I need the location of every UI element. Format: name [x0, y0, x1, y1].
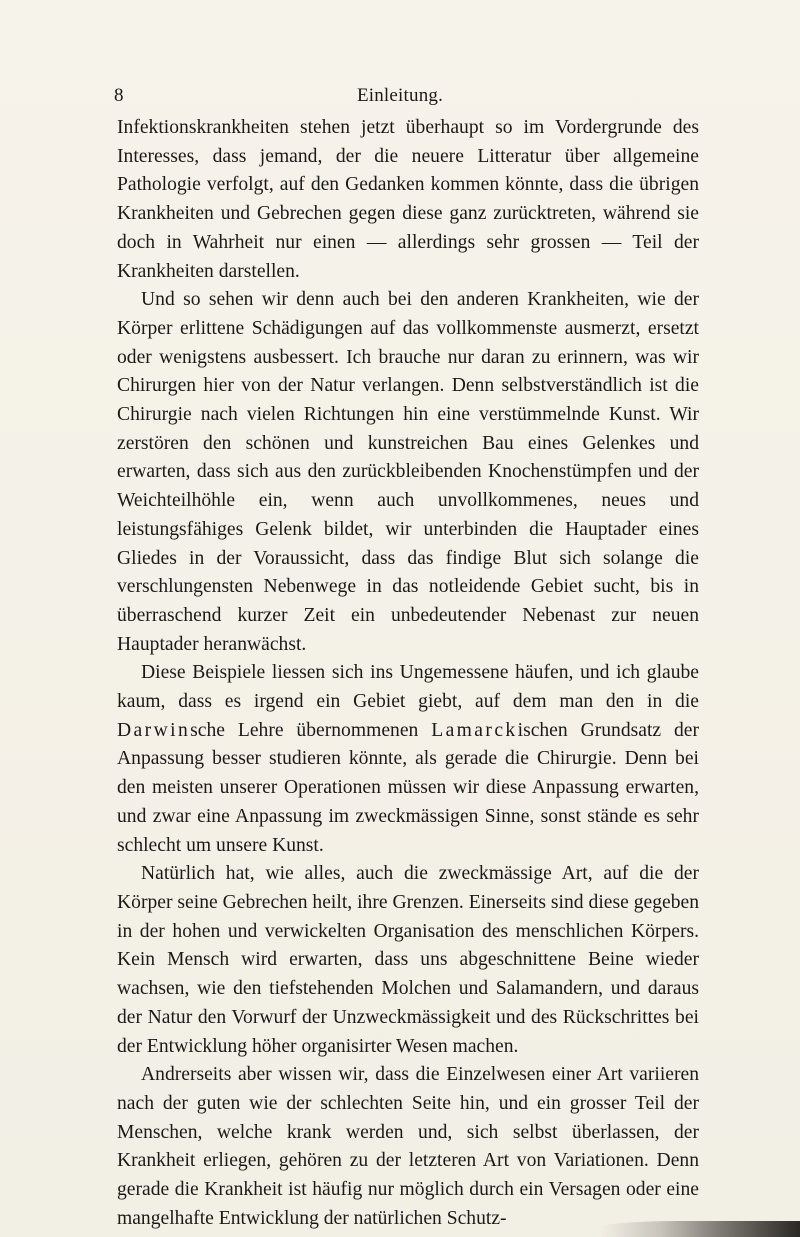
page-number: 8	[114, 85, 124, 106]
name-lamarck: Lamarck	[431, 719, 518, 741]
running-head	[114, 84, 686, 108]
paragraph-3	[117, 659, 699, 860]
scan-edge-shadow	[600, 1221, 800, 1237]
paragraph-3-part-2: sche Lehre übernommenen	[190, 719, 432, 741]
running-title: Einleitung.	[356, 85, 444, 106]
paragraph-5: Andrerseits aber wissen wir, dass die Einzelwesen einer Art variieren nach der guten wie der schlechten Seite hin, und ein grosser Teil der Menschen, welche krank werden und, sich selbst überlassen, der Krankheit erliegen, gehören zu der letzteren Art von Variationen. Denn gerade die Krankheit ist häufig nur möglich durch ein Versagen oder eine mangelhafte Entwicklung der natürlichen Schutz-	[117, 1064, 699, 1229]
body-text	[117, 114, 699, 1233]
paragraph-3-part-3: ischen Grundsatz der Anpassung besser studieren könnte, als gerade die Chirurgie. Denn bei den meisten unserer Operationen müssen wir diese Anpassung erwarten, und zwar eine Anpassung im zweckmässigen Sinne, sonst stände es sehr schlecht um unsere Kunst.	[117, 719, 699, 856]
paragraph-2: Und so sehen wir denn auch bei den anderen Krankheiten, wie der Körper erlittene Schädigungen auf das vollkommenste ausmerzt, ersetzt oder wenigstens ausbessert. Ich brauche nur daran zu erinnern, was wir Chirurgen hier von der Natur verlangen. Denn selbstverständlich ist die Chirurgie nach vielen Richtungen hin eine verstümmelnde Kunst. Wir zerstören den schönen und kunstreichen Bau eines Gelenkes und erwarten, dass sich aus den zurückbleibenden Knochenstümpfen und der Weichteilhöhle ein, wenn auch unvollkommenes, neues und leistungsfähiges Gelenk bildet, wir unterbinden die Hauptader eines Gliedes in der Voraussicht, dass das findige Blut sich solange die verschlungensten Nebenwege in das notleidende Gebiet sucht, bis in überraschend kurzer Zeit ein unbedeutender Nebenast zur neuen Hauptader heranwächst.	[117, 289, 699, 655]
name-darwin: Darwin	[117, 719, 191, 741]
paragraph-4: Natürlich hat, wie alles, auch die zweckmässige Art, auf die der Körper seine Gebrechen heilt, ihre Grenzen. Einerseits sind diese gegeben in der hohen und verwickelten Organisation des menschlichen Körpers. Kein Mensch wird erwarten, dass uns abgeschnittene Beine wieder wachsen, wie den tiefstehenden Molchen und Salamandern, und daraus der Natur den Vorwurf der Unzweckmässigkeit und des Rückschrittes bei der Entwicklung höher organisirter Wesen machen.	[117, 863, 699, 1057]
paragraph-1: Infektionskrankheiten stehen jetzt überhaupt so im Vordergrunde des Interesses, dass jemand, der die neuere Litteratur über allgemeine Pathologie verfolgt, auf den Gedanken kommen könnte, dass die übrigen Krankheiten und Gebrechen gegen diese ganz zurücktreten, während sie doch in Wahrheit nur einen — allerdings sehr grossen — Teil der Krankheiten darstellen.	[117, 117, 699, 282]
paragraph-3-part-1: Diese Beispiele liessen sich ins Ungemessene häufen, und ich glaube kaum, dass es irgend ein Gebiet giebt, auf dem man den in die	[117, 662, 699, 713]
